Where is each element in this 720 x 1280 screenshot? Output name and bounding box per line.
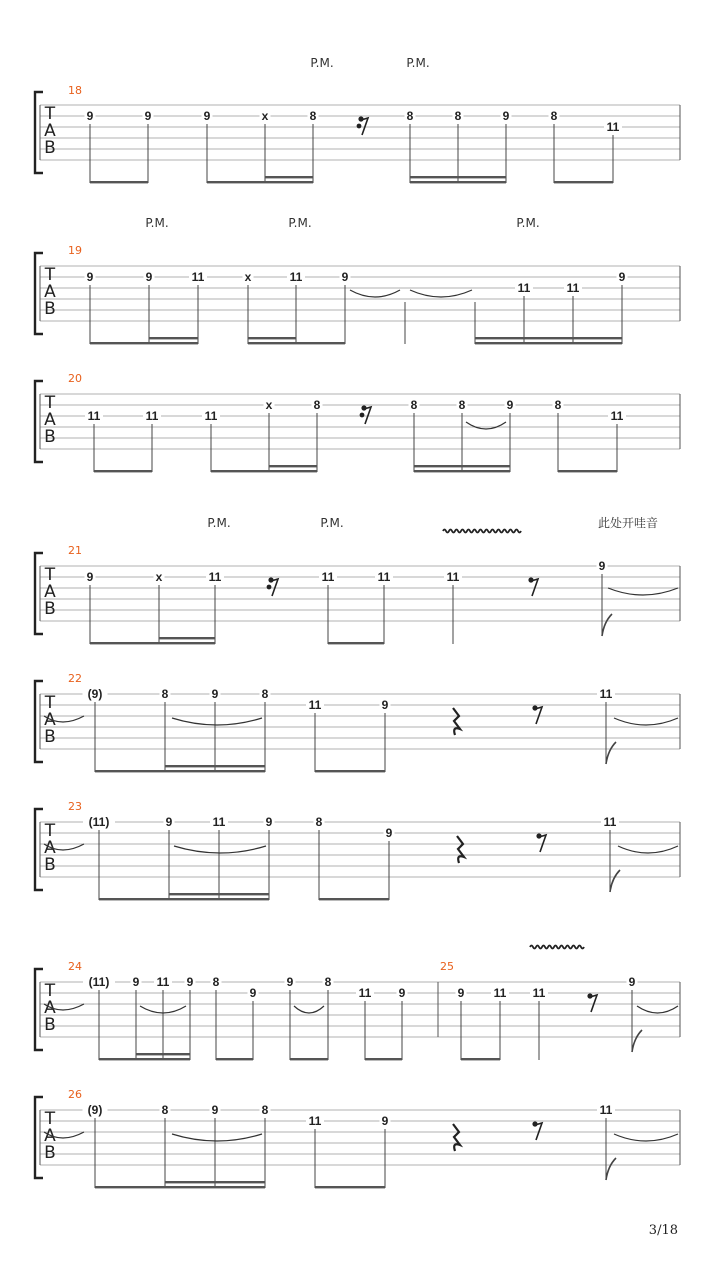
beam-secondary — [248, 337, 296, 339]
note-flag — [632, 1030, 642, 1052]
beam-secondary — [165, 765, 265, 767]
beam-secondary — [269, 465, 317, 467]
beam — [99, 1058, 190, 1060]
tab-clef-t: T — [44, 104, 56, 124]
beam — [558, 470, 617, 472]
beam — [211, 470, 317, 472]
quarter-rest — [453, 1124, 460, 1151]
beam — [554, 181, 613, 183]
tie-arc — [466, 422, 506, 429]
beam — [90, 342, 198, 344]
fret-number: 8 — [406, 109, 414, 123]
dead-note: x — [265, 398, 273, 412]
tab-system — [35, 56, 680, 183]
fret-number: 11 — [212, 815, 226, 829]
fret-number: 11 — [599, 1103, 613, 1117]
beam — [95, 1186, 265, 1188]
beam — [315, 770, 385, 772]
fret-number: 11 — [321, 570, 335, 584]
tab-clef-t: T — [44, 981, 56, 1001]
palm-mute-label: P.M. — [310, 56, 334, 70]
note-flag — [606, 742, 616, 764]
fret-number: 9 — [381, 1114, 389, 1128]
fret-number: 11 — [566, 281, 580, 295]
fret-number: 9 — [211, 1103, 219, 1117]
tab-system — [35, 372, 680, 472]
tab-clef-a: A — [44, 1126, 56, 1146]
beam — [365, 1058, 402, 1060]
fret-number: 11 — [308, 1114, 322, 1128]
fret-number: 9 — [398, 986, 406, 1000]
fret-number: 9 — [86, 570, 94, 584]
measure-number: 18 — [68, 84, 82, 97]
measure-number: 21 — [68, 544, 82, 557]
beam — [94, 470, 152, 472]
system-bracket — [35, 969, 43, 1050]
fret-number: 11 — [145, 409, 159, 423]
fret-number: 8 — [550, 109, 558, 123]
tab-clef-b: B — [44, 299, 56, 319]
fret-number: 9 — [86, 270, 94, 284]
tie-arc — [614, 718, 678, 725]
palm-mute-label: P.M. — [516, 216, 540, 230]
beam — [410, 181, 506, 183]
fret-number: 8 — [313, 398, 321, 412]
fret-number: 8 — [212, 975, 220, 989]
fret-number: 8 — [458, 398, 466, 412]
tab-clef-t: T — [44, 565, 56, 585]
tie-arc — [294, 1006, 324, 1013]
fret-number: 11 — [289, 270, 303, 284]
beam-secondary — [169, 893, 269, 895]
tab-system — [35, 672, 680, 772]
beam — [90, 181, 148, 183]
tab-clef-t: T — [44, 265, 56, 285]
vibrato-mark — [443, 530, 521, 533]
fret-number: 9 — [628, 975, 636, 989]
beam — [315, 1186, 385, 1188]
beam — [90, 642, 215, 644]
beam-secondary — [149, 337, 198, 339]
measure-number: 25 — [440, 960, 454, 973]
measure-number: 24 — [68, 960, 82, 973]
fret-number: 9 — [86, 109, 94, 123]
fret-number: 9 — [165, 815, 173, 829]
palm-mute-label: P.M. — [320, 516, 344, 530]
fret-number: 11 — [493, 986, 507, 1000]
tab-clef-b: B — [44, 727, 56, 747]
tab-system — [35, 515, 680, 644]
palm-mute-label: P.M. — [207, 516, 231, 530]
beam — [99, 898, 269, 900]
fret-number: 9 — [203, 109, 211, 123]
tab-clef-t: T — [44, 393, 56, 413]
tab-system — [35, 946, 680, 1061]
measure-number: 23 — [68, 800, 82, 813]
beam — [475, 342, 622, 344]
fret-number: 9 — [598, 559, 606, 573]
fret-number: 9 — [145, 270, 153, 284]
rest-dot — [267, 585, 272, 590]
tie-arc — [172, 1134, 262, 1141]
quarter-rest — [453, 708, 460, 735]
beam — [248, 342, 345, 344]
system-bracket — [35, 553, 43, 634]
fret-number: 8 — [410, 398, 418, 412]
system-bracket — [35, 1097, 43, 1178]
fret-number: 9 — [506, 398, 514, 412]
tab-clef-b: B — [44, 599, 56, 619]
tab-clef-b: B — [44, 855, 56, 875]
tab-clef-t: T — [44, 693, 56, 713]
beam-secondary — [159, 637, 215, 639]
fret-number: (11) — [88, 975, 110, 989]
fret-number: 9 — [381, 698, 389, 712]
fret-number: 11 — [191, 270, 205, 284]
palm-mute-label: P.M. — [145, 216, 169, 230]
tab-clef-b: B — [44, 427, 56, 447]
fret-number: 9 — [265, 815, 273, 829]
beam — [414, 470, 510, 472]
fret-number: 11 — [87, 409, 101, 423]
fret-number: 8 — [309, 109, 317, 123]
tie-arc — [350, 290, 400, 297]
page-number: 3/18 — [648, 1223, 678, 1238]
measure-number: 19 — [68, 244, 82, 257]
fret-number: 9 — [286, 975, 294, 989]
system-bracket — [35, 92, 43, 173]
fret-number: 9 — [144, 109, 152, 123]
measure-number: 22 — [68, 672, 82, 685]
fret-number: 11 — [606, 120, 620, 134]
fret-number: 9 — [249, 986, 257, 1000]
fret-number: 9 — [385, 826, 393, 840]
tab-clef-a: A — [44, 121, 56, 141]
tie-arc — [410, 290, 472, 297]
beam-secondary — [410, 176, 506, 178]
measure-number: 26 — [68, 1088, 82, 1101]
vibrato-mark — [530, 946, 584, 949]
fret-number: 11 — [377, 570, 391, 584]
fret-number: 8 — [554, 398, 562, 412]
palm-mute-label: P.M. — [406, 56, 430, 70]
fret-number: 11 — [517, 281, 531, 295]
fret-number: 11 — [532, 986, 546, 1000]
beam — [207, 181, 313, 183]
palm-mute-label: P.M. — [288, 216, 312, 230]
measure-number: 20 — [68, 372, 82, 385]
tab-clef-b: B — [44, 138, 56, 158]
tie-arc — [608, 588, 678, 595]
note-flag — [610, 870, 620, 892]
tab-clef-a: A — [44, 582, 56, 602]
rest-dot — [360, 413, 365, 418]
fret-number: 8 — [315, 815, 323, 829]
fret-number: 8 — [161, 1103, 169, 1117]
system-bracket — [35, 809, 43, 890]
note-flag — [606, 1158, 616, 1180]
tab-clef-a: A — [44, 282, 56, 302]
dead-note: x — [244, 270, 252, 284]
tab-clef-a: A — [44, 410, 56, 430]
beam — [461, 1058, 500, 1060]
beam — [216, 1058, 253, 1060]
tab-clef-a: A — [44, 998, 56, 1018]
fret-number: 11 — [599, 687, 613, 701]
fret-number: 8 — [261, 687, 269, 701]
quarter-rest — [457, 836, 464, 863]
tab-clef-a: A — [44, 838, 56, 858]
fret-number: (9) — [87, 1103, 103, 1117]
tab-system — [35, 216, 680, 344]
fret-number: 9 — [502, 109, 510, 123]
fret-number: 9 — [132, 975, 140, 989]
technique-note: 此处开哇音 — [597, 516, 659, 530]
fret-number: 9 — [618, 270, 626, 284]
fret-number: 9 — [211, 687, 219, 701]
beam — [290, 1058, 328, 1060]
fret-number: 11 — [204, 409, 218, 423]
dead-note: x — [261, 109, 269, 123]
fret-number: (11) — [88, 815, 110, 829]
fret-number: 9 — [341, 270, 349, 284]
tab-clef-a: A — [44, 710, 56, 730]
tab-system — [35, 800, 680, 900]
fret-number: 8 — [261, 1103, 269, 1117]
beam-secondary — [414, 465, 510, 467]
fret-number: 8 — [161, 687, 169, 701]
tie-arc — [172, 718, 262, 725]
tie-arc — [637, 1006, 678, 1013]
tie-arc — [174, 846, 266, 853]
tab-clef-b: B — [44, 1015, 56, 1035]
system-bracket — [35, 681, 43, 762]
fret-number: 11 — [603, 815, 617, 829]
beam-secondary — [165, 1181, 265, 1183]
beam-secondary — [265, 176, 313, 178]
beam — [319, 898, 389, 900]
fret-number: 8 — [324, 975, 332, 989]
beam-secondary — [475, 337, 622, 339]
note-flag — [602, 614, 612, 636]
fret-number: 11 — [308, 698, 322, 712]
fret-number: 8 — [454, 109, 462, 123]
fret-number: 11 — [358, 986, 372, 1000]
beam — [95, 770, 265, 772]
fret-number: (9) — [87, 687, 103, 701]
fret-number: 9 — [457, 986, 465, 1000]
system-bracket — [35, 381, 43, 462]
tab-clef-t: T — [44, 821, 56, 841]
fret-number: 9 — [186, 975, 194, 989]
fret-number: 11 — [208, 570, 222, 584]
fret-number: 11 — [446, 570, 460, 584]
tab-clef-t: T — [44, 1109, 56, 1129]
tab-clef-b: B — [44, 1143, 56, 1163]
dead-note: x — [155, 570, 163, 584]
tab-system — [35, 1088, 680, 1188]
beam — [328, 642, 384, 644]
fret-number: 11 — [156, 975, 170, 989]
tie-arc — [614, 1134, 678, 1141]
tie-arc — [618, 846, 678, 853]
beam-secondary — [136, 1053, 190, 1055]
rest-dot — [357, 124, 362, 129]
system-bracket — [35, 253, 43, 334]
fret-number: 11 — [610, 409, 624, 423]
